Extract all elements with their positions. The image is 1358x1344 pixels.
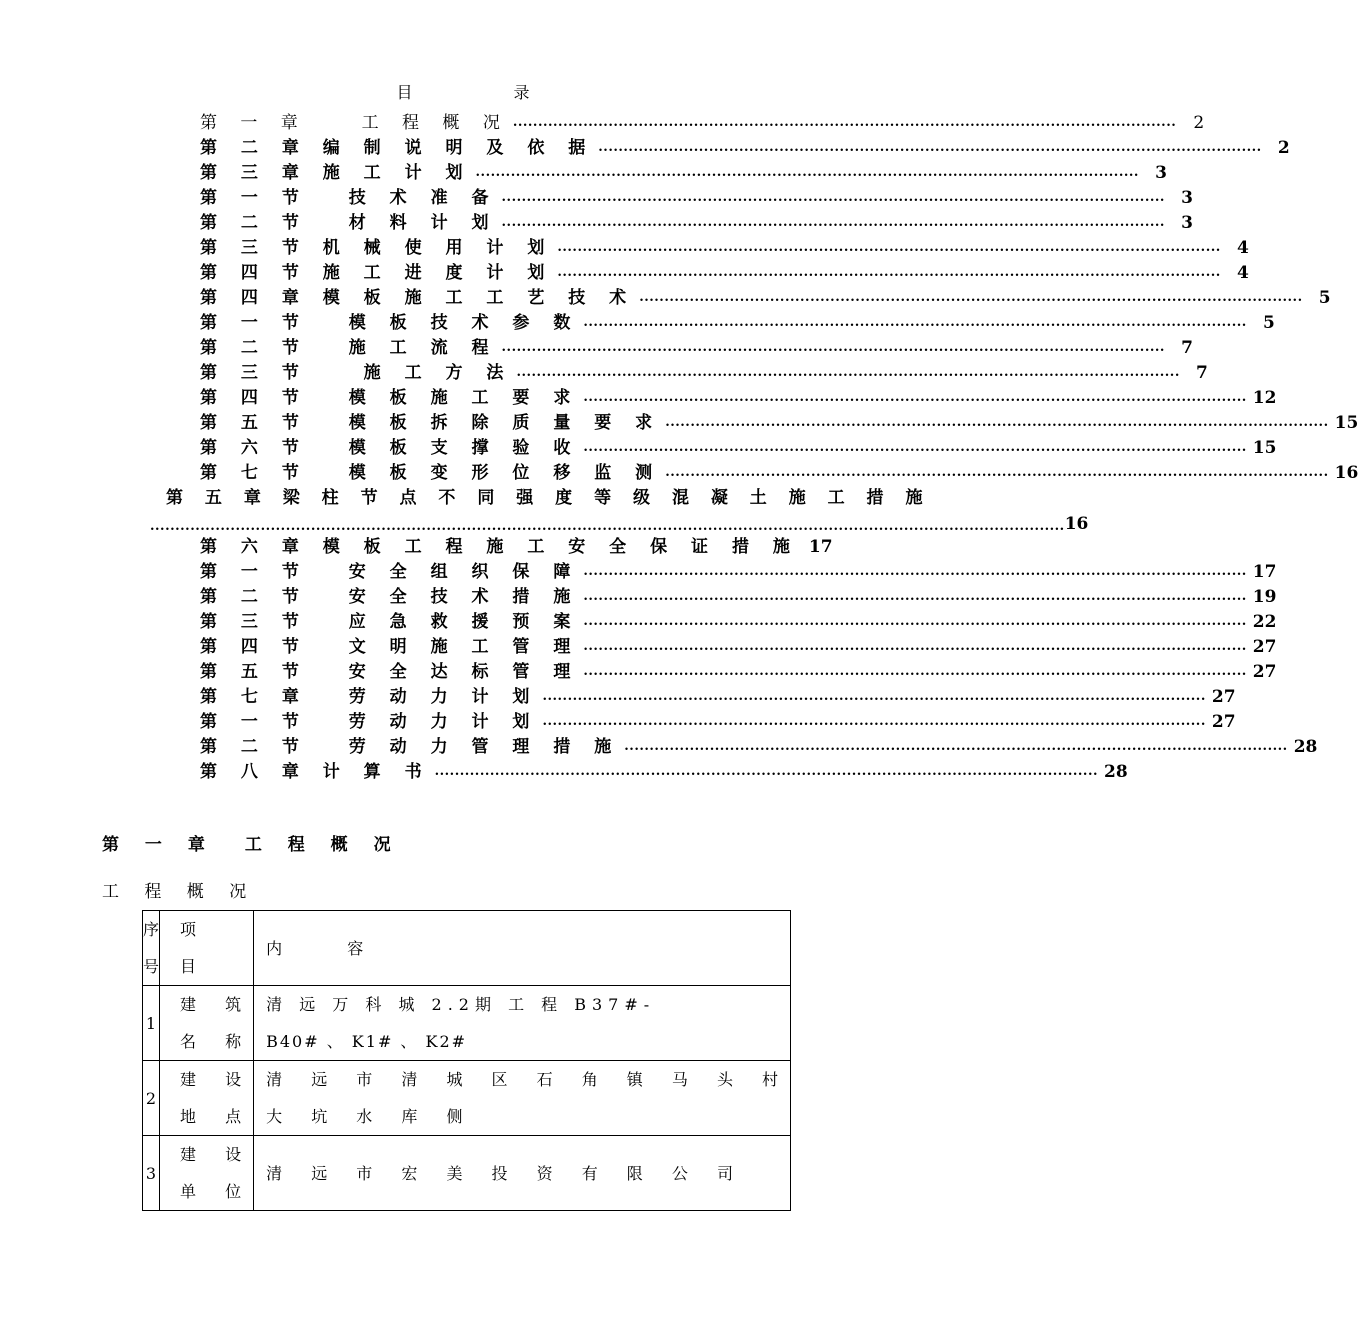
toc-entry[interactable] [200,312,1275,334]
table-row [143,986,791,1061]
toc-leader-dots: ...................................................................................................................................................................................... [150,519,1065,534]
toc-entry[interactable] [200,736,1318,758]
toc-entry-wrapped[interactable] [166,487,931,509]
chapter-title: 工 程 概 况 [244,835,401,855]
project-overview-table [142,910,791,1211]
toc-entry-page: 16 [1334,463,1358,483]
toc-entry[interactable] [200,112,1205,134]
toc-entry[interactable] [200,262,1249,284]
toc-entry-page: 2 [1193,113,1205,133]
toc-entry-label: 第 一 节 模 板 技 术 参 数 [200,313,580,333]
toc-entry[interactable] [200,137,1290,159]
toc-entry-page: 27 [1211,712,1236,732]
toc-entry[interactable] [200,586,1277,608]
toc-entry-page: 28 [1293,737,1318,757]
toc-entry[interactable] [200,162,1167,184]
toc-entry-label: 第 一 章 工 程 概 况 [200,113,509,133]
toc-leader-dots: .................................................................................................................................... [512,115,1177,130]
toc-leader-dots: .................................................................................................................................... [557,265,1221,280]
chapter-number: 第 一 章 [102,835,215,855]
toc-entry-label: 第 三 章 施 工 计 划 [200,163,472,183]
toc-entry[interactable] [200,287,1331,309]
toc-entry-label: 第 三 节 施 工 方 法 [200,363,513,383]
toc-entry-label: 第 七 章 劳 动 力 计 划 [200,687,539,707]
toc-entry[interactable] [200,686,1236,708]
toc-entry-label: 第 一 节 安 全 组 织 保 障 [200,562,580,582]
toc-entry[interactable] [200,412,1358,434]
toc-leader-dots: .................................................................................................................................... [542,714,1206,729]
toc-entry-label: 第 五 章 梁 柱 节 点 不 同 强 度 等 级 混 凝 土 施 工 措 施 [166,488,931,508]
toc-leader-dots: .................................................................................................................................... [624,739,1288,754]
toc-leader-dots: .................................................................................................................................... [583,315,1247,330]
toc-entry-page: 17 [808,537,833,557]
toc-entry-page: 19 [1252,587,1277,607]
toc-entry[interactable] [200,387,1277,409]
toc-entry-page: 28 [1104,762,1128,782]
toc-entry[interactable] [200,337,1193,359]
toc-leader-dots: .................................................................................................................................... [583,440,1247,455]
table-row [143,1136,791,1211]
table-header-row [143,911,791,986]
toc-entry-page: 27 [1252,662,1277,682]
toc-leader-dots: .................................................................................................................................... [557,240,1221,255]
toc-leader-dots: .................................................................................................................................... [583,564,1247,579]
toc-entry-continuation[interactable] [150,512,1089,534]
toc-entry[interactable] [200,761,1128,783]
toc-entry-label: 第 五 节 安 全 达 标 管 理 [200,662,580,682]
toc-leader-dots: .................................................................................................................................... [583,614,1247,629]
row-content: 清 远 万 科 城 2.2期 工 程 B37#- B40# 、 K1# 、 K2# [254,986,791,1061]
toc-entry[interactable] [200,362,1208,384]
row-content: 清 远 市 宏 美 投 资 有 限 公 司 [254,1136,791,1211]
section-subheading: 工 程 概 况 [102,882,257,902]
toc-entry-page: 12 [1252,388,1277,408]
toc-leader-dots: .................................................................................................................................... [501,190,1165,205]
toc-leader-dots: .................................................................................................................................... [434,764,1099,779]
toc-entry-label: 第 七 节 模 板 变 形 位 移 监 测 [200,463,662,483]
toc-entry-label: 第 五 节 模 板 拆 除 质 量 要 求 [200,413,662,433]
toc-entry[interactable] [200,636,1277,658]
row-content: 清 远 市 清 城 区 石 角 镇 马 头 村 大 坑 水 库 侧 [254,1061,791,1136]
toc-entry[interactable] [200,661,1277,683]
toc-entry-label: 第 二 节 劳 动 力 管 理 措 施 [200,737,621,757]
toc-entry-label: 第 一 节 技 术 准 备 [200,188,498,208]
toc-entry[interactable] [200,462,1358,484]
toc-entry-label: 第 四 章 模 板 施 工 工 艺 技 术 [200,288,636,308]
toc-entry-page: 22 [1252,612,1277,632]
toc-entry-page: 7 [1196,363,1208,383]
toc-entry-page: 4 [1236,238,1249,258]
toc-entry-label: 第 四 节 文 明 施 工 管 理 [200,637,580,657]
toc-entry-label: 第 三 节 机 械 使 用 计 划 [200,238,554,258]
toc-leader-dots: .................................................................................................................................... [501,340,1165,355]
table-row [143,1061,791,1136]
header-cell-item: 项 目 [160,911,254,986]
toc-entry-page: 3 [1181,213,1193,233]
toc-entry-label: 第 四 节 施 工 进 度 计 划 [200,263,554,283]
toc-leader-dots: .................................................................................................................................... [583,390,1247,405]
toc-entry-page: 17 [1252,562,1277,582]
header-cell-content: 内 容 [254,911,791,986]
toc-entry-page: 27 [1211,687,1236,707]
toc-leader-dots: .................................................................................................................................... [501,215,1165,230]
toc-leader-dots: .................................................................................................................................... [583,589,1247,604]
toc-entry-label: 第 二 章 编 制 说 明 及 依 据 [200,138,595,158]
toc-entry[interactable] [200,561,1277,583]
toc-entry-label: 第 四 节 模 板 施 工 要 求 [200,388,580,408]
toc-entry-page: 7 [1181,338,1193,358]
toc-entry[interactable] [200,536,833,558]
toc-entry-label: 第 二 节 材 料 计 划 [200,213,498,233]
toc-entry-label: 第 二 节 安 全 技 术 措 施 [200,587,580,607]
toc-entry-page: 16 [1064,514,1089,534]
toc-entry[interactable] [200,212,1193,234]
toc-leader-dots: .................................................................................................................................... [542,689,1206,704]
toc-leader-dots: .................................................................................................................................... [639,290,1303,305]
toc-entry-page: 2 [1277,138,1290,158]
toc-entry-page: 5 [1318,288,1331,308]
row-item: 建 设 单 位 [160,1136,254,1211]
toc-entry[interactable] [200,237,1249,259]
row-item: 建 筑 名 称 [160,986,254,1061]
toc-entry-label: 第 八 章 计 算 书 [200,762,431,782]
toc-entry[interactable] [200,711,1236,733]
toc-leader-dots: .................................................................................................................................... [583,639,1247,654]
toc-entry-page: 27 [1252,637,1277,657]
toc-entry[interactable] [200,187,1193,209]
row-item: 建 设 地 点 [160,1061,254,1136]
toc-entry-page: 5 [1262,313,1275,333]
toc-leader-dots: .................................................................................................................................... [583,664,1247,679]
header-cell-number: 序 号 [143,911,160,986]
toc-entry-page: 3 [1155,163,1167,183]
row-number: 1 [143,986,160,1061]
row-number: 3 [143,1136,160,1211]
toc-leader-dots: .................................................................................................................................... [475,165,1139,180]
toc-entry-label: 第 二 节 施 工 流 程 [200,338,498,358]
toc-entry-page: 15 [1252,438,1277,458]
toc-entry[interactable] [200,611,1277,633]
toc-entry-page: 4 [1236,263,1249,283]
toc-entry-page: 15 [1334,413,1358,433]
toc-entry-label: 第 六 节 模 板 支 撑 验 收 [200,438,580,458]
chapter-heading [102,830,401,855]
toc-title: 目 录 [396,83,578,102]
toc-leader-dots: .................................................................................................................................... [516,365,1180,380]
toc-leader-dots: .................................................................................................................................... [665,465,1329,480]
toc-entry-label: 第 六 章 模 板 工 程 施 工 安 全 保 证 措 施 [200,537,799,557]
toc-leader-dots: .................................................................................................................................... [665,415,1329,430]
toc-entry-page: 3 [1181,188,1193,208]
toc-entry[interactable] [200,437,1277,459]
toc-leader-dots: .................................................................................................................................... [598,140,1262,155]
row-number: 2 [143,1061,160,1136]
toc-entry-label: 第 三 节 应 急 救 援 预 案 [200,612,580,632]
toc-entry-label: 第 一 节 劳 动 力 计 划 [200,712,539,732]
